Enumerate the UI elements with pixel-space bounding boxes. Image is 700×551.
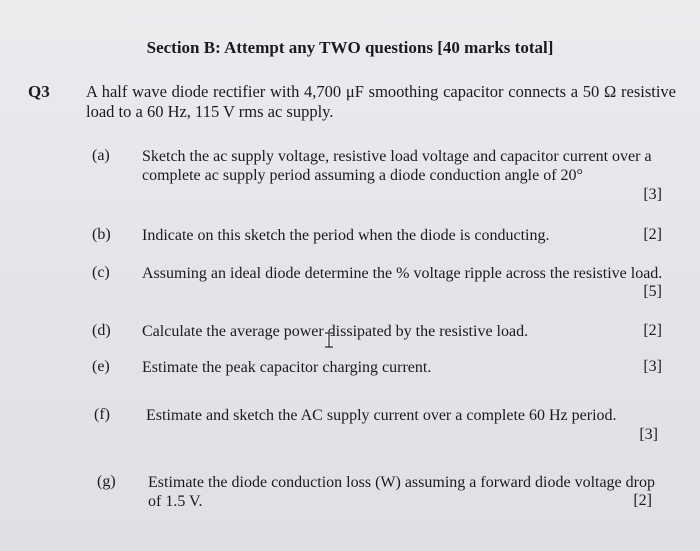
part-f-label: (f) xyxy=(94,406,110,423)
part-a-text: Sketch the ac supply voltage, resistive load voltage and capacitor current over a complete ac supply period assuming a diode conduction angle of 20° xyxy=(142,148,652,184)
part-g-marks: [2] xyxy=(633,492,652,509)
part-a-marks: [3] xyxy=(643,186,662,203)
text-cursor-icon xyxy=(322,332,336,348)
part-c-label: (c) xyxy=(92,264,110,281)
part-d-marks: [2] xyxy=(643,322,662,339)
part-c-marks: [5] xyxy=(643,283,662,300)
part-e-marks: [3] xyxy=(643,358,662,375)
part-b-marks: [2] xyxy=(643,226,662,243)
question-intro: A half wave diode rectifier with 4,700 μF smoothing capacitor connects a 50 Ω resistive load to a 60 Hz, 115 V rms ac supply. xyxy=(86,82,676,121)
part-f-text: Estimate and sketch the AC supply current over a complete 60 Hz period. xyxy=(146,407,617,424)
part-b-text: Indicate on this sketch the period when the diode is conducting. xyxy=(142,227,550,244)
part-f-marks: [3] xyxy=(639,426,658,443)
part-e-text: Estimate the peak capacitor charging current. xyxy=(142,359,432,376)
part-c-text: Assuming an ideal diode determine the % voltage ripple across the resistive load. xyxy=(142,265,663,282)
section-heading: Section B: Attempt any TWO questions [40 marks total] xyxy=(146,38,554,57)
part-g-label: (g) xyxy=(97,473,116,490)
part-d-text: Calculate the average power dissipated by the resistive load. xyxy=(142,323,529,340)
part-d-label: (d) xyxy=(92,322,111,339)
part-g-text: Estimate the diode conduction loss (W) assuming a forward diode voltage drop of 1.5 V. xyxy=(148,474,655,510)
part-a-label: (a) xyxy=(92,147,110,164)
part-b-label: (b) xyxy=(92,226,111,243)
question-number: Q3 xyxy=(28,82,50,101)
part-e-label: (e) xyxy=(92,358,110,375)
